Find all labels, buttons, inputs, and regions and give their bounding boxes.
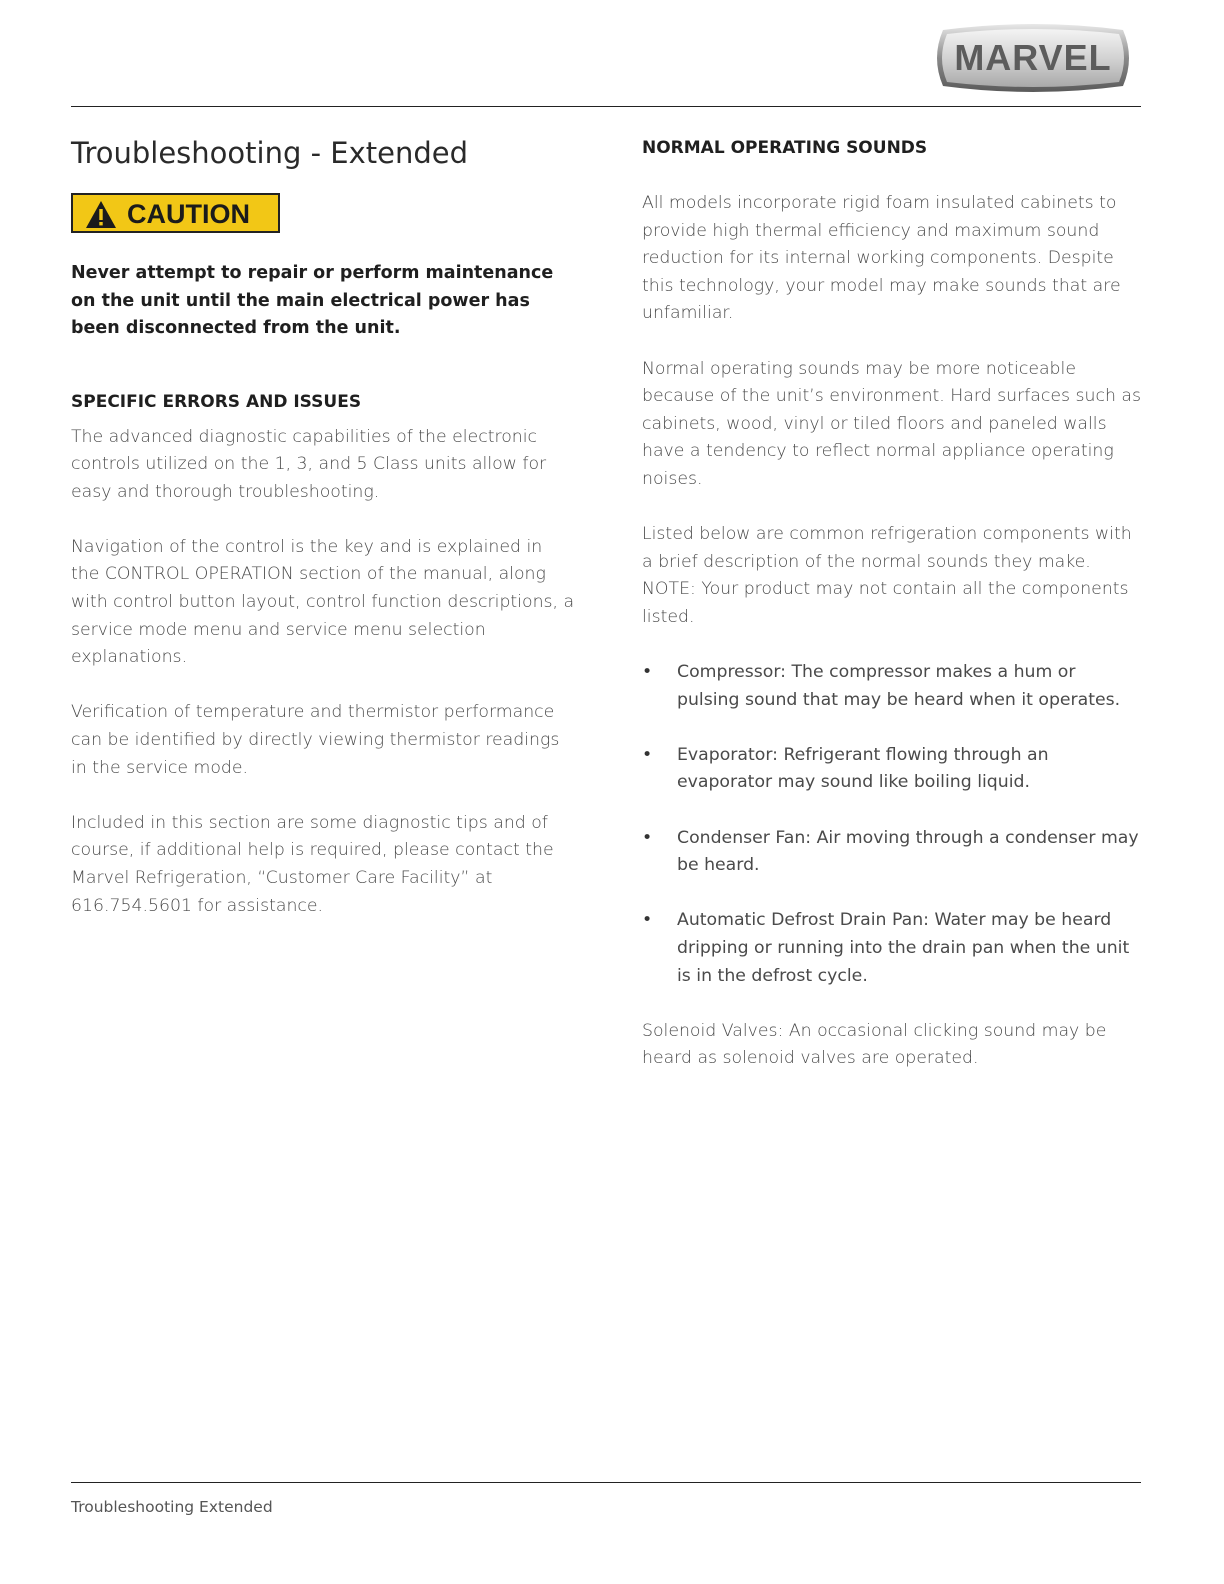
header-rule: [71, 106, 1141, 107]
list-item-text: Condenser Fan: Air moving through a condenser may be heard.: [677, 827, 1139, 876]
footer-text: Troubleshooting Extended: [71, 1498, 273, 1516]
warning-triangle-icon: [85, 200, 117, 229]
marvel-logo-badge: [931, 22, 1135, 94]
list-item-text: Automatic Defrost Drain Pan: Water may be heard dripping or running into the drain pan when the unit is in the defrost cycle.: [677, 910, 1130, 986]
list-item: [642, 659, 1142, 714]
bullet-icon: •: [642, 744, 653, 765]
logo-text: MARVEL: [954, 37, 1112, 78]
list-item: [642, 742, 1142, 797]
list-item: [642, 825, 1142, 880]
paragraph: Included in this section are some diagnostic tips and of course, if additional help is required, please contact the Marvel Refrigeration, “Customer Care Facility” at 616.754.5601 for assistance.: [71, 812, 554, 916]
paragraph: Solenoid Valves: An occasional clicking sound may be heard as solenoid valves are operated.: [642, 1020, 1107, 1069]
list-item-text: Evaporator: Refrigerant flowing through an evaporator may sound like boiling liquid.: [677, 744, 1049, 793]
section-heading-specific-errors: SPECIFIC ERRORS AND ISSUES: [71, 391, 362, 412]
page-title: Troubleshooting - Extended: [71, 136, 468, 170]
paragraph: Verification of temperature and thermistor performance can be identified by directly viewing thermistor readings in the service mode.: [71, 702, 560, 778]
bullet-icon: •: [642, 662, 653, 683]
paragraph: The advanced diagnostic capabilities of the electronic controls utilized on the 1, 3, and 5 Class units allow for easy and thorough troubleshooting.: [71, 426, 547, 502]
paragraph: Navigation of the control is the key and is explained in the CONTROL OPERATION section of the manual, along with control button layout, control function descriptions, a service mode menu and service menu selection explanations.: [71, 536, 575, 668]
caution-label: CAUTION: [127, 199, 250, 229]
caution-badge: [71, 193, 280, 233]
section-heading-normal-sounds: NORMAL OPERATING SOUNDS: [642, 138, 928, 158]
paragraph: Normal operating sounds may be more noticeable because of the unit’s environment. Hard surfaces such as cabinets, wood, vinyl or tiled floors and paneled walls have a tendency to reflect normal appliance operating noises.: [642, 358, 1142, 489]
list-item-text: Compressor: The compressor makes a hum or pulsing sound that may be heard when it operates.: [677, 662, 1121, 710]
footer-rule: [71, 1482, 1141, 1483]
bullet-icon: •: [642, 910, 653, 931]
marvel-logo: [931, 22, 1135, 94]
list-item: [642, 907, 1142, 990]
caution-warning-text: Never attempt to repair or perform maintenance on the unit until the main electrical power has been disconnected from the unit.: [71, 263, 554, 338]
right-column: [642, 130, 1142, 1073]
paragraph: Listed below are common refrigeration components with a brief description of the normal sounds they make. NOTE: Your product may not contain all the components listed.: [642, 524, 1132, 627]
paragraph: All models incorporate rigid foam insulated cabinets to provide high thermal efficiency and maximum sound reduction for its internal working components. Despite this technology, your model may make sounds that are unfamiliar.: [642, 193, 1121, 324]
left-column: [71, 130, 576, 920]
components-list: [642, 659, 1142, 990]
bullet-icon: •: [642, 827, 653, 848]
